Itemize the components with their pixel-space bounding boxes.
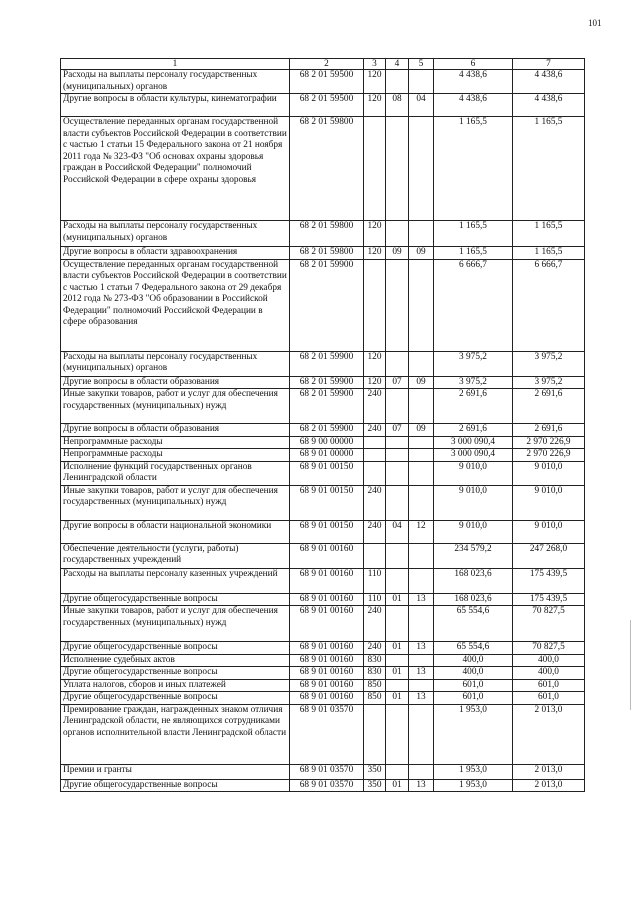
cell-section bbox=[386, 543, 409, 568]
cell-expense-type: 240 bbox=[364, 642, 386, 655]
table-row bbox=[61, 679, 585, 692]
cell-name: Другие вопросы в области культуры, кинематографии bbox=[61, 94, 290, 117]
cell-subsection bbox=[409, 606, 434, 642]
cell-amount-year-1: 3 000 090,4 bbox=[434, 436, 513, 449]
table-row bbox=[61, 221, 585, 247]
cell-amount-year-1: 1 165,5 bbox=[434, 247, 513, 260]
cell-name: Расходы на выплаты персоналу государственных (муниципальных) органов bbox=[61, 351, 290, 376]
cell-target-code: 68 9 01 03570 bbox=[290, 779, 364, 792]
cell-target-code: 68 9 01 00150 bbox=[290, 485, 364, 520]
cell-target-code: 68 2 01 59800 bbox=[290, 221, 364, 247]
cell-subsection: 13 bbox=[409, 692, 434, 705]
cell-amount-year-2: 70 827,5 bbox=[513, 606, 585, 642]
cell-amount-year-2: 175 439,5 bbox=[513, 568, 585, 593]
cell-name: Непрограммные расходы bbox=[61, 436, 290, 449]
cell-section bbox=[386, 70, 409, 94]
cell-name: Расходы на выплаты персоналу государственных (муниципальных) органов bbox=[61, 70, 290, 94]
cell-name: Другие общегосударственные вопросы bbox=[61, 593, 290, 606]
cell-expense-type: 120 bbox=[364, 221, 386, 247]
cell-amount-year-1: 400,0 bbox=[434, 667, 513, 680]
cell-section bbox=[386, 461, 409, 485]
cell-subsection bbox=[409, 389, 434, 424]
table-row bbox=[61, 543, 585, 568]
cell-amount-year-1: 601,0 bbox=[434, 679, 513, 692]
cell-subsection: 13 bbox=[409, 667, 434, 680]
table-row bbox=[61, 259, 585, 351]
cell-name: Премирование граждан, награжденных знаком отличия Ленинградской области, не являющихся сотрудниками органов исполнительной власти Ленинградской области bbox=[61, 704, 290, 764]
cell-subsection bbox=[409, 449, 434, 462]
table-row bbox=[61, 704, 585, 764]
cell-expense-type bbox=[364, 436, 386, 449]
cell-target-code: 68 9 01 00160 bbox=[290, 568, 364, 593]
cell-subsection bbox=[409, 679, 434, 692]
cell-amount-year-2: 2 970 226,9 bbox=[513, 436, 585, 449]
cell-name: Исполнение функций государственных органов Ленинградской области bbox=[61, 461, 290, 485]
cell-section: 07 bbox=[386, 424, 409, 437]
cell-expense-type bbox=[364, 449, 386, 462]
header-col-7: 7 bbox=[513, 59, 585, 70]
cell-amount-year-2: 6 666,7 bbox=[513, 259, 585, 351]
table-row bbox=[61, 667, 585, 680]
table-body bbox=[61, 59, 585, 792]
cell-amount-year-2: 4 438,6 bbox=[513, 70, 585, 94]
table-row bbox=[61, 351, 585, 376]
cell-target-code: 68 9 01 03570 bbox=[290, 704, 364, 764]
table-row bbox=[61, 606, 585, 642]
cell-target-code: 68 9 01 00150 bbox=[290, 461, 364, 485]
cell-expense-type bbox=[364, 543, 386, 568]
cell-expense-type: 240 bbox=[364, 485, 386, 520]
cell-section: 09 bbox=[386, 247, 409, 260]
cell-target-code: 68 2 01 59500 bbox=[290, 94, 364, 117]
cell-target-code: 68 9 01 00160 bbox=[290, 543, 364, 568]
cell-amount-year-2: 175 439,5 bbox=[513, 593, 585, 606]
cell-subsection bbox=[409, 221, 434, 247]
cell-amount-year-2: 2 970 226,9 bbox=[513, 449, 585, 462]
cell-expense-type: 830 bbox=[364, 667, 386, 680]
cell-amount-year-2: 2 691,6 bbox=[513, 389, 585, 424]
cell-subsection bbox=[409, 351, 434, 376]
cell-amount-year-2: 9 010,0 bbox=[513, 461, 585, 485]
cell-subsection bbox=[409, 485, 434, 520]
cell-amount-year-1: 3 975,2 bbox=[434, 351, 513, 376]
cell-target-code: 68 9 01 00160 bbox=[290, 593, 364, 606]
cell-amount-year-1: 234 579,2 bbox=[434, 543, 513, 568]
cell-subsection bbox=[409, 764, 434, 779]
cell-subsection bbox=[409, 461, 434, 485]
cell-section bbox=[386, 606, 409, 642]
cell-amount-year-1: 1 953,0 bbox=[434, 764, 513, 779]
cell-expense-type: 120 bbox=[364, 70, 386, 94]
cell-expense-type: 850 bbox=[364, 692, 386, 705]
cell-amount-year-2: 1 165,5 bbox=[513, 247, 585, 260]
cell-name: Уплата налогов, сборов и иных платежей bbox=[61, 679, 290, 692]
table-row bbox=[61, 70, 585, 94]
table-row bbox=[61, 779, 585, 792]
cell-amount-year-2: 2 691,6 bbox=[513, 424, 585, 437]
cell-section bbox=[386, 436, 409, 449]
cell-expense-type: 240 bbox=[364, 606, 386, 642]
cell-amount-year-1: 2 691,6 bbox=[434, 424, 513, 437]
cell-name: Другие общегосударственные вопросы bbox=[61, 779, 290, 792]
cell-target-code: 68 2 01 59800 bbox=[290, 117, 364, 221]
table-row bbox=[61, 389, 585, 424]
cell-expense-type: 240 bbox=[364, 520, 386, 543]
cell-name: Иные закупки товаров, работ и услуг для обеспечения государственных (муниципальных) нужд bbox=[61, 485, 290, 520]
cell-target-code: 68 2 01 59900 bbox=[290, 389, 364, 424]
cell-section bbox=[386, 654, 409, 667]
header-col-4: 4 bbox=[386, 59, 409, 70]
cell-name: Премии и гранты bbox=[61, 764, 290, 779]
cell-name: Расходы на выплаты персоналу казенных учреждений bbox=[61, 568, 290, 593]
cell-amount-year-1: 4 438,6 bbox=[434, 94, 513, 117]
cell-name: Другие вопросы в области национальной экономики bbox=[61, 520, 290, 543]
cell-section bbox=[386, 485, 409, 520]
table-row bbox=[61, 642, 585, 655]
cell-target-code: 68 9 00 00000 bbox=[290, 436, 364, 449]
cell-amount-year-1: 4 438,6 bbox=[434, 70, 513, 94]
cell-section: 01 bbox=[386, 667, 409, 680]
header-col-1: 1 bbox=[61, 59, 290, 70]
cell-subsection bbox=[409, 568, 434, 593]
cell-target-code: 68 9 01 00150 bbox=[290, 520, 364, 543]
cell-amount-year-1: 9 010,0 bbox=[434, 520, 513, 543]
budget-table bbox=[60, 58, 585, 792]
cell-amount-year-1: 168 023,6 bbox=[434, 568, 513, 593]
table-row bbox=[61, 593, 585, 606]
table-row bbox=[61, 376, 585, 389]
cell-amount-year-2: 1 165,5 bbox=[513, 221, 585, 247]
cell-expense-type bbox=[364, 704, 386, 764]
cell-amount-year-1: 2 691,6 bbox=[434, 389, 513, 424]
cell-amount-year-1: 601,0 bbox=[434, 692, 513, 705]
cell-target-code: 68 9 01 00160 bbox=[290, 654, 364, 667]
cell-section bbox=[386, 764, 409, 779]
table-row bbox=[61, 654, 585, 667]
cell-target-code: 68 9 01 00160 bbox=[290, 679, 364, 692]
cell-name: Осуществление переданных органам государственной власти субъектов Российской Федерации в соответствии с частью 1 статьи 15 Федерального закона от 21 ноября 2011 года № 323-ФЗ "Об основах охраны здоровья граждан в Российской Федерации" полномочий Российской Федерации в сфере охраны здоровья bbox=[61, 117, 290, 221]
cell-target-code: 68 9 01 00000 bbox=[290, 449, 364, 462]
cell-amount-year-1: 65 554,6 bbox=[434, 642, 513, 655]
cell-section bbox=[386, 449, 409, 462]
cell-amount-year-2: 3 975,2 bbox=[513, 351, 585, 376]
cell-expense-type bbox=[364, 117, 386, 221]
cell-subsection: 13 bbox=[409, 779, 434, 792]
table-row bbox=[61, 692, 585, 705]
cell-subsection: 09 bbox=[409, 247, 434, 260]
cell-amount-year-1: 9 010,0 bbox=[434, 485, 513, 520]
table-header-row bbox=[61, 59, 585, 70]
table-row bbox=[61, 117, 585, 221]
cell-target-code: 68 9 01 03570 bbox=[290, 764, 364, 779]
cell-section bbox=[386, 704, 409, 764]
cell-target-code: 68 9 01 00160 bbox=[290, 667, 364, 680]
cell-subsection bbox=[409, 259, 434, 351]
cell-subsection: 13 bbox=[409, 642, 434, 655]
cell-amount-year-1: 3 975,2 bbox=[434, 376, 513, 389]
cell-subsection bbox=[409, 654, 434, 667]
cell-section bbox=[386, 117, 409, 221]
cell-amount-year-1: 1 165,5 bbox=[434, 221, 513, 247]
cell-amount-year-1: 168 023,6 bbox=[434, 593, 513, 606]
cell-expense-type: 240 bbox=[364, 424, 386, 437]
header-col-5: 5 bbox=[409, 59, 434, 70]
cell-amount-year-1: 65 554,6 bbox=[434, 606, 513, 642]
cell-section: 07 bbox=[386, 376, 409, 389]
cell-amount-year-1: 1 953,0 bbox=[434, 704, 513, 764]
header-col-6: 6 bbox=[434, 59, 513, 70]
cell-name: Иные закупки товаров, работ и услуг для обеспечения государственных (муниципальных) нужд bbox=[61, 606, 290, 642]
cell-expense-type bbox=[364, 461, 386, 485]
cell-section: 01 bbox=[386, 692, 409, 705]
table-row bbox=[61, 94, 585, 117]
header-col-3: 3 bbox=[364, 59, 386, 70]
cell-subsection bbox=[409, 117, 434, 221]
cell-amount-year-2: 601,0 bbox=[513, 679, 585, 692]
cell-name: Иные закупки товаров, работ и услуг для обеспечения государственных (муниципальных) нужд bbox=[61, 389, 290, 424]
cell-amount-year-2: 2 013,0 bbox=[513, 779, 585, 792]
cell-name: Осуществление переданных органам государственной власти субъектов Российской Федерации в соответствии с частью 1 статьи 7 Федерального закона от 29 декабря 2012 года № 273-ФЗ "Об образовании в Российской Федерации" полномочий Российской Федерации в сфере образования bbox=[61, 259, 290, 351]
cell-expense-type: 350 bbox=[364, 764, 386, 779]
cell-subsection bbox=[409, 704, 434, 764]
cell-section bbox=[386, 259, 409, 351]
table-row bbox=[61, 485, 585, 520]
cell-name: Другие вопросы в области образования bbox=[61, 376, 290, 389]
cell-section: 01 bbox=[386, 642, 409, 655]
cell-amount-year-2: 9 010,0 bbox=[513, 520, 585, 543]
cell-section bbox=[386, 221, 409, 247]
cell-section bbox=[386, 351, 409, 376]
cell-name: Обеспечение деятельности (услуги, работы) государственных учреждений bbox=[61, 543, 290, 568]
cell-amount-year-1: 1 165,5 bbox=[434, 117, 513, 221]
cell-expense-type: 830 bbox=[364, 654, 386, 667]
cell-name: Исполнение судебных актов bbox=[61, 654, 290, 667]
cell-target-code: 68 9 01 00160 bbox=[290, 692, 364, 705]
cell-amount-year-2: 247 268,0 bbox=[513, 543, 585, 568]
cell-section bbox=[386, 568, 409, 593]
cell-section: 01 bbox=[386, 593, 409, 606]
cell-amount-year-1: 9 010,0 bbox=[434, 461, 513, 485]
header-col-2: 2 bbox=[290, 59, 364, 70]
cell-target-code: 68 2 01 59900 bbox=[290, 351, 364, 376]
cell-amount-year-2: 9 010,0 bbox=[513, 485, 585, 520]
table-row bbox=[61, 764, 585, 779]
page-number: 101 bbox=[588, 18, 602, 28]
cell-section: 04 bbox=[386, 520, 409, 543]
cell-amount-year-2: 4 438,6 bbox=[513, 94, 585, 117]
cell-target-code: 68 2 01 59900 bbox=[290, 259, 364, 351]
table-row bbox=[61, 436, 585, 449]
cell-expense-type: 850 bbox=[364, 679, 386, 692]
cell-subsection: 13 bbox=[409, 593, 434, 606]
cell-amount-year-2: 70 827,5 bbox=[513, 642, 585, 655]
cell-expense-type: 120 bbox=[364, 247, 386, 260]
cell-amount-year-2: 601,0 bbox=[513, 692, 585, 705]
cell-target-code: 68 9 01 00160 bbox=[290, 642, 364, 655]
table-row bbox=[61, 461, 585, 485]
cell-expense-type: 120 bbox=[364, 351, 386, 376]
cell-target-code: 68 2 01 59900 bbox=[290, 424, 364, 437]
cell-amount-year-2: 2 013,0 bbox=[513, 704, 585, 764]
cell-name: Другие общегосударственные вопросы bbox=[61, 667, 290, 680]
cell-section: 08 bbox=[386, 94, 409, 117]
table-row bbox=[61, 520, 585, 543]
cell-subsection: 09 bbox=[409, 424, 434, 437]
cell-expense-type: 120 bbox=[364, 376, 386, 389]
cell-name: Расходы на выплаты персоналу государственных (муниципальных) органов bbox=[61, 221, 290, 247]
cell-subsection: 04 bbox=[409, 94, 434, 117]
cell-target-code: 68 2 01 59800 bbox=[290, 247, 364, 260]
cell-subsection bbox=[409, 70, 434, 94]
cell-section bbox=[386, 389, 409, 424]
cell-name: Другие вопросы в области здравоохранения bbox=[61, 247, 290, 260]
cell-subsection: 09 bbox=[409, 376, 434, 389]
cell-expense-type: 110 bbox=[364, 593, 386, 606]
cell-name: Другие вопросы в области образования bbox=[61, 424, 290, 437]
cell-name: Непрограммные расходы bbox=[61, 449, 290, 462]
cell-amount-year-2: 400,0 bbox=[513, 667, 585, 680]
cell-name: Другие общегосударственные вопросы bbox=[61, 642, 290, 655]
margin-mark bbox=[630, 620, 631, 710]
cell-expense-type: 350 bbox=[364, 779, 386, 792]
cell-target-code: 68 9 01 00160 bbox=[290, 606, 364, 642]
table-row bbox=[61, 247, 585, 260]
cell-amount-year-2: 2 013,0 bbox=[513, 764, 585, 779]
table-row bbox=[61, 424, 585, 437]
cell-amount-year-2: 3 975,2 bbox=[513, 376, 585, 389]
cell-amount-year-1: 6 666,7 bbox=[434, 259, 513, 351]
cell-amount-year-1: 400,0 bbox=[434, 654, 513, 667]
table-row bbox=[61, 568, 585, 593]
cell-section: 01 bbox=[386, 779, 409, 792]
cell-expense-type: 110 bbox=[364, 568, 386, 593]
cell-amount-year-1: 3 000 090,4 bbox=[434, 449, 513, 462]
cell-expense-type bbox=[364, 259, 386, 351]
cell-target-code: 68 2 01 59900 bbox=[290, 376, 364, 389]
cell-target-code: 68 2 01 59500 bbox=[290, 70, 364, 94]
cell-expense-type: 120 bbox=[364, 94, 386, 117]
cell-subsection bbox=[409, 543, 434, 568]
table-row bbox=[61, 449, 585, 462]
cell-subsection: 12 bbox=[409, 520, 434, 543]
cell-name: Другие общегосударственные вопросы bbox=[61, 692, 290, 705]
cell-expense-type: 240 bbox=[364, 389, 386, 424]
cell-amount-year-2: 400,0 bbox=[513, 654, 585, 667]
cell-amount-year-1: 1 953,0 bbox=[434, 779, 513, 792]
cell-section bbox=[386, 679, 409, 692]
cell-subsection bbox=[409, 436, 434, 449]
cell-amount-year-2: 1 165,5 bbox=[513, 117, 585, 221]
